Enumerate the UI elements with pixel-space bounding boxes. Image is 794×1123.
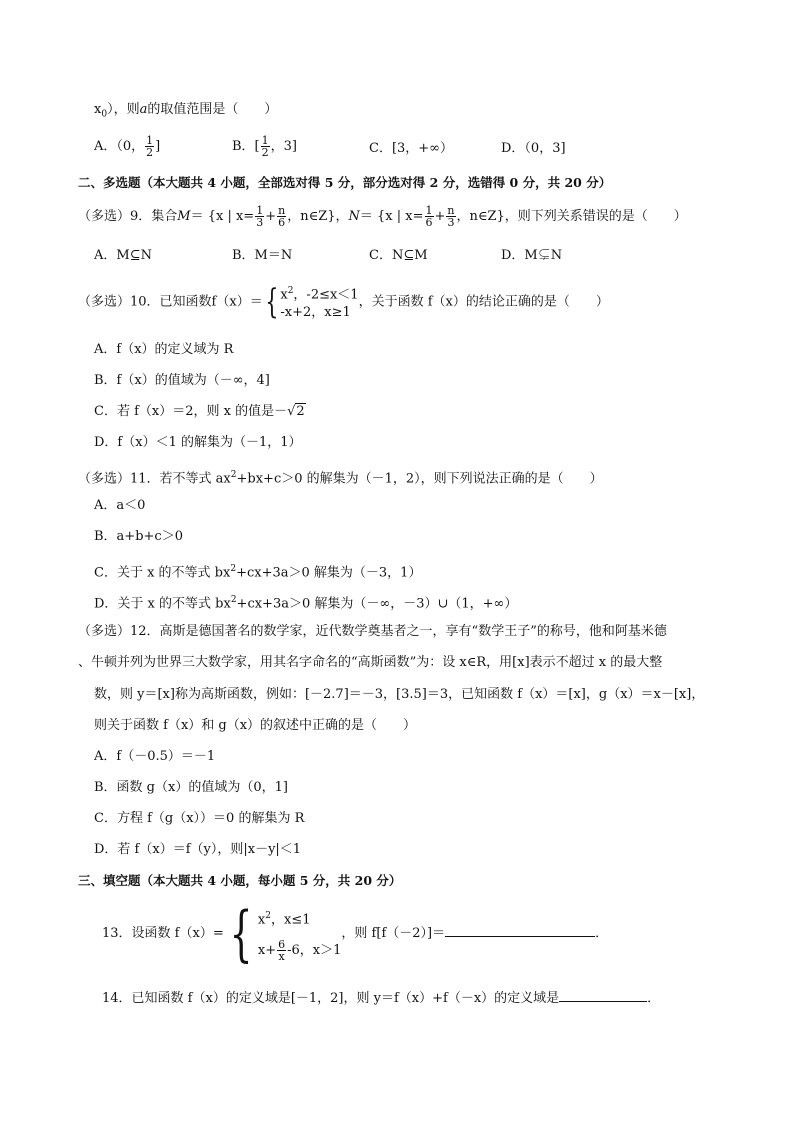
q12-stem-line-2: 、牛顿并列为世界三大数学家，用其名字命名的“高斯函数”为：设 x∈R，用[x]表示不超过 x 的最大整 [78, 655, 663, 670]
text: -6，x＞1 [287, 942, 342, 958]
sqrt: √2 [287, 404, 305, 419]
fraction [261, 135, 270, 158]
numerator: 1 [256, 204, 264, 217]
text: +bx+c＞0 的解集为（－1，2），则下列说法正确的是（ ） [236, 471, 603, 487]
text: ，则 f[f（－2）]＝ [341, 926, 446, 941]
fraction [425, 205, 434, 228]
text: （多选）9．集合 [78, 209, 178, 224]
text: （多选）11．若不等式 ax [78, 471, 231, 487]
q12-option-a: A．f（－0.5）＝－1 [94, 749, 216, 764]
q12-option-c: C．方程 f（g（x））＝0 的解集为 R [94, 811, 305, 826]
text: x [280, 287, 288, 303]
text: A．（0， [94, 139, 145, 154]
text: x [257, 912, 266, 928]
q9-option-b: B．M＝N [232, 248, 293, 263]
q11-option-c [94, 560, 421, 582]
case-2 [258, 936, 342, 966]
numerator: n [278, 204, 286, 217]
text: +cx+3a＞0 解集为（－3，1） [236, 565, 422, 581]
denominator: x [278, 949, 285, 963]
text: C．若 f（x）＝2，则 x 的值是－ [94, 404, 288, 419]
text: ），则 [107, 102, 140, 117]
q9-option-c: C．N⊆M [369, 248, 428, 263]
q11-option-d [94, 591, 517, 613]
left-brace: { [265, 282, 279, 323]
q10-option-d: D．f（x）＜1 的解集为（－1，1） [94, 435, 302, 450]
denominator: 2 [261, 146, 269, 159]
case-1 [258, 901, 342, 935]
q12-stem-line-1: （多选）12．高斯是德国著名的数学家，近代数学奠基者之一，享有“数学王子”的称号，他和阿基米德 [78, 624, 667, 639]
text: x+ [257, 942, 277, 958]
fraction [145, 135, 154, 158]
text: C．关于 x 的不等式 bx [94, 565, 231, 581]
q10-option-b: B．f（x）的值域为（－∞，4] [94, 373, 270, 388]
q11-option-a: A．a＜0 [94, 498, 146, 513]
text: ＝ {x | x= [359, 209, 424, 224]
numerator: 1 [425, 204, 433, 217]
text: 14．已知函数 f（x）的定义域是[－1，2]，则 y＝f（x）+f（－x）的定义域是 [102, 991, 560, 1006]
q8-option-b [232, 135, 297, 158]
radicand: 2 [296, 404, 305, 419]
superscript: 2 [265, 911, 271, 922]
q10-option-c [94, 403, 306, 421]
q12-option-d: D．若 f（x）＝f（y），则|x－y|＜1 [94, 842, 302, 857]
superscript: 2 [287, 286, 294, 296]
q13-stem [102, 900, 608, 968]
text: ． [595, 926, 609, 941]
fraction [277, 205, 286, 228]
text: ，关于函数 f（x）的结论正确的是（ ） [358, 294, 609, 310]
denominator: 3 [447, 216, 455, 229]
text: ＝ {x | x= [190, 209, 255, 224]
section-3-heading: 三、填空题（本大题共 4 小题，每小题 5 分，共 20 分） [78, 873, 402, 888]
numerator: 1 [261, 134, 269, 147]
fraction [446, 205, 455, 228]
answer-blank[interactable] [445, 922, 595, 937]
superscript: 2 [230, 595, 237, 605]
text: x [94, 102, 102, 117]
function-name: f（x）＝ [211, 294, 263, 310]
q10-option-a: A．f（x）的定义域为 R [94, 342, 234, 357]
q12-stem-line-3: 数，则 y＝[x]称为高斯函数，例如：[－2.7]＝－3，[3.5]＝3，已知函数 f（x）＝[x]，g（x）＝x－[x]， [94, 687, 705, 702]
case-1 [280, 282, 358, 304]
numerator: n [447, 204, 455, 217]
answer-blank[interactable] [559, 987, 647, 1002]
denominator: 2 [146, 146, 154, 159]
text: ，n∈Z}，则下列关系错误的是（ ） [456, 209, 687, 224]
numerator: 1 [146, 134, 154, 147]
text: +cx+3a＞0 解集为（－∞，－3）∪（1，+∞） [236, 596, 518, 612]
left-brace: { [229, 898, 253, 969]
denominator: 6 [425, 216, 433, 229]
numerator: 6 [278, 937, 286, 951]
q8-option-a [94, 135, 160, 158]
q8-stem-tail [94, 101, 277, 124]
text: D．关于 x 的不等式 bx [94, 596, 231, 612]
superscript: 2 [230, 470, 237, 480]
text: ． [647, 991, 661, 1006]
variable: a [139, 102, 148, 117]
text: ，3] [270, 139, 297, 154]
q9-option-a: A．M⊆N [94, 248, 152, 263]
q11-stem [78, 466, 603, 488]
text: B．[ [232, 139, 260, 154]
variable: N [348, 209, 360, 224]
text: ，n∈Z}， [287, 209, 349, 224]
fraction [255, 205, 264, 228]
text: ] [155, 139, 161, 154]
text: + [434, 209, 446, 224]
q10-stem [78, 282, 609, 322]
piecewise-cases [280, 282, 358, 322]
denominator: 3 [256, 216, 264, 229]
case-2: -x+2，x≥1 [280, 305, 351, 321]
q9-option-d: D．M⊊N [501, 248, 563, 263]
text: 13．设函数 f（x）= [102, 926, 224, 941]
text: + [265, 209, 277, 224]
q11-option-b: B．a+b+c＞0 [94, 529, 183, 544]
piecewise-cases [258, 901, 342, 965]
section-2-heading: 二、多选题（本大题共 4 小题，全部选对得 5 分，部分选对得 2 分，选错得 0 分，共 20 分） [78, 175, 612, 190]
denominator: 6 [278, 216, 286, 229]
variable: M [177, 209, 191, 224]
superscript: 2 [230, 564, 237, 574]
q8-option-d: D．（0，3] [501, 141, 566, 156]
text: （多选）10．已知函数 [78, 294, 212, 310]
text: ，x≤1 [270, 912, 311, 928]
q9-stem [78, 205, 687, 228]
q12-stem-line-4: 则关于函数 f（x）和 g（x）的叙述中正确的是（ ） [94, 718, 417, 733]
text: 的取值范围是（ ） [147, 102, 278, 117]
fraction [277, 939, 286, 962]
q8-option-c: C．[3，+∞） [369, 141, 454, 156]
text: ，-2≤x＜1 [293, 287, 359, 303]
q14-stem [102, 987, 660, 1008]
q12-option-b: B．函数 g（x）的值域为（0，1] [94, 780, 288, 795]
subscript: 0 [101, 109, 108, 120]
